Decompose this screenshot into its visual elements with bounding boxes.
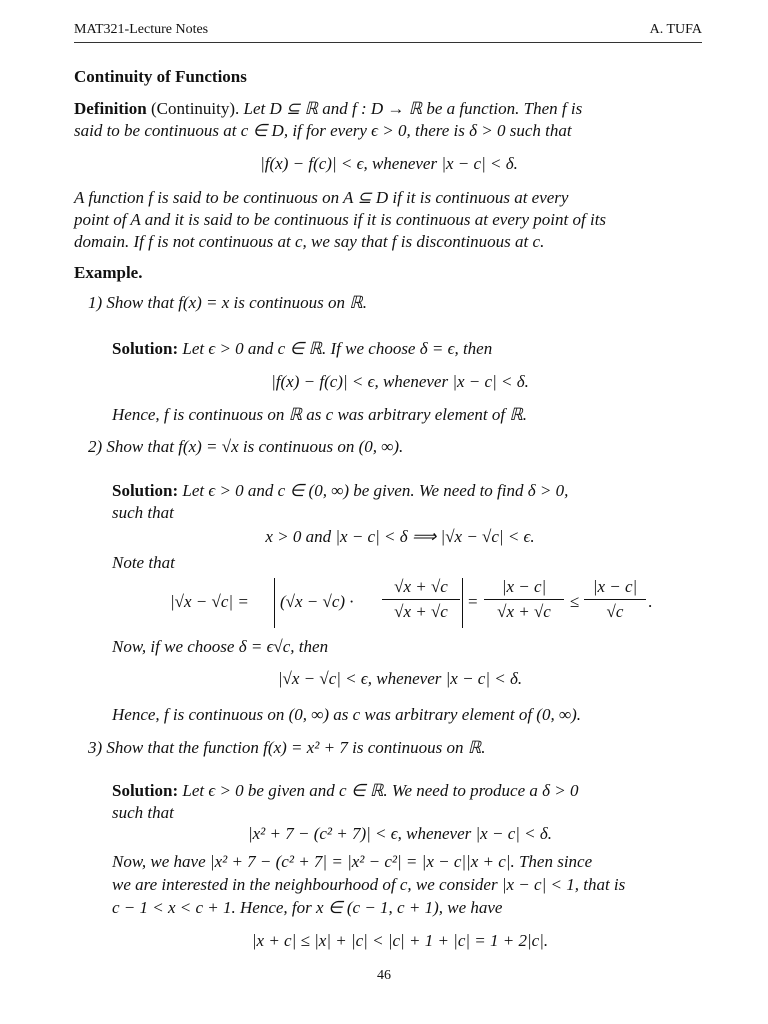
fraction-3-num: |x − c| bbox=[592, 577, 638, 596]
header-left: MAT321-Lecture Notes bbox=[74, 22, 209, 37]
definition-para-1: A function f is said to be continuous on A ⊆ D if it is continuous at every bbox=[74, 188, 569, 207]
header-rule bbox=[74, 42, 702, 43]
example-3-line-1: Now, we have |x² + 7 − (c² + 7| = |x² − c²| = |x − c||x + c|. Then since bbox=[112, 852, 593, 871]
example-2-such-that: such that bbox=[112, 503, 174, 522]
leq-sign: ≤ bbox=[570, 592, 580, 611]
equals-sign: = bbox=[468, 592, 478, 611]
equation-lhs: |√x − √c| = bbox=[170, 592, 249, 611]
example-1-question: 1) Show that f(x) = x is continuous on ℝ. bbox=[88, 293, 367, 312]
example-2-fraction-equation bbox=[170, 576, 670, 632]
definition-text-1: Let D ⊆ ℝ and f : D → ℝ be a function. Then f is bbox=[239, 99, 583, 118]
solution-label: Solution: bbox=[112, 781, 179, 800]
example-3-question: 3) Show that the function f(x) = x² + 7 is continuous on ℝ. bbox=[88, 738, 486, 757]
fraction-2-bar bbox=[484, 599, 564, 600]
solution-label: Solution: bbox=[112, 339, 179, 358]
fraction-1-bar bbox=[382, 599, 460, 600]
example-2-formula-3: |√x − √c| < ϵ, whenever |x − c| < δ. bbox=[277, 669, 523, 688]
solution-text: Let ϵ > 0 and c ∈ (0, ∞) be given. We need to find δ > 0, bbox=[178, 481, 569, 500]
definition-paren: (Continuity). bbox=[146, 99, 240, 118]
example-2-note: Note that bbox=[112, 553, 175, 572]
definition-para-2: point of A and it is said to be continuous if it is continuous at every point of its bbox=[74, 210, 607, 229]
header-right: A. TUFA bbox=[649, 22, 702, 37]
example-3-formula-2: |x + c| ≤ |x| + |c| < |c| + 1 + |c| = 1 + 2|c|. bbox=[251, 931, 549, 950]
definition-line-2: said to be continuous at c ∈ D, if for every ϵ > 0, there is δ > 0 such that bbox=[74, 121, 572, 140]
example-2-formula-1: x > 0 and |x − c| < δ ⟹ |√x − √c| < ϵ. bbox=[265, 527, 535, 546]
solution-label: Solution: bbox=[112, 481, 179, 500]
example-3-solution bbox=[112, 780, 704, 802]
definition-label: Definition bbox=[74, 99, 147, 118]
fraction-3-bar bbox=[584, 599, 646, 600]
example-3-line-2: we are interested in the neighbourhood of c, we consider |x − c| < 1, that is bbox=[112, 875, 626, 894]
example-2-question: 2) Show that f(x) = √x is continuous on (0, ∞). bbox=[88, 437, 404, 456]
solution-text: Let ϵ > 0 be given and c ∈ ℝ. We need to produce a δ > 0 bbox=[178, 781, 579, 800]
example-3-line-3: c − 1 < x < c + 1. Hence, for x ∈ (c − 1, c + 1), we have bbox=[112, 898, 503, 917]
example-2-solution bbox=[112, 480, 704, 502]
equation-mid: (√x − √c) · bbox=[280, 592, 354, 611]
fraction-2-den: √x + √c bbox=[497, 602, 551, 621]
definition-formula: |f(x) − f(c)| < ϵ, whenever |x − c| < δ. bbox=[260, 154, 518, 173]
example-2-conclusion: Hence, f is continuous on (0, ∞) as c was arbitrary element of (0, ∞). bbox=[112, 705, 582, 724]
fraction-2 bbox=[484, 576, 564, 623]
example-3-formula-1: |x² + 7 − (c² + 7)| < ϵ, whenever |x − c| < δ. bbox=[247, 824, 553, 843]
solution-text: Let ϵ > 0 and c ∈ ℝ. If we choose δ = ϵ, then bbox=[178, 339, 493, 358]
period: . bbox=[648, 592, 653, 611]
page-number: 46 bbox=[377, 968, 391, 983]
example-3-such-that: such that bbox=[112, 803, 174, 822]
example-1-solution bbox=[112, 338, 704, 360]
example-1-formula: |f(x) − f(c)| < ϵ, whenever |x − c| < δ. bbox=[271, 372, 529, 391]
fraction-1 bbox=[382, 576, 460, 623]
fraction-3-den: √c bbox=[606, 602, 624, 621]
example-1-conclusion: Hence, f is continuous on ℝ as c was arbitrary element of ℝ. bbox=[112, 405, 528, 424]
definition-para-3: domain. If f is not continuous at c, we say that f is discontinuous at c. bbox=[74, 232, 545, 251]
definition-line-1 bbox=[74, 98, 704, 120]
abs-bar-right bbox=[462, 578, 463, 628]
fraction-1-den: √x + √c bbox=[394, 602, 448, 621]
fraction-2-num: |x − c| bbox=[501, 577, 547, 596]
fraction-3 bbox=[584, 576, 646, 623]
abs-bar-left bbox=[274, 578, 275, 628]
example-2-choose: Now, if we choose δ = ϵ√c, then bbox=[112, 637, 329, 656]
section-title: Continuity of Functions bbox=[74, 67, 247, 86]
fraction-1-num: √x + √c bbox=[394, 577, 448, 596]
example-heading: Example. bbox=[74, 263, 143, 282]
